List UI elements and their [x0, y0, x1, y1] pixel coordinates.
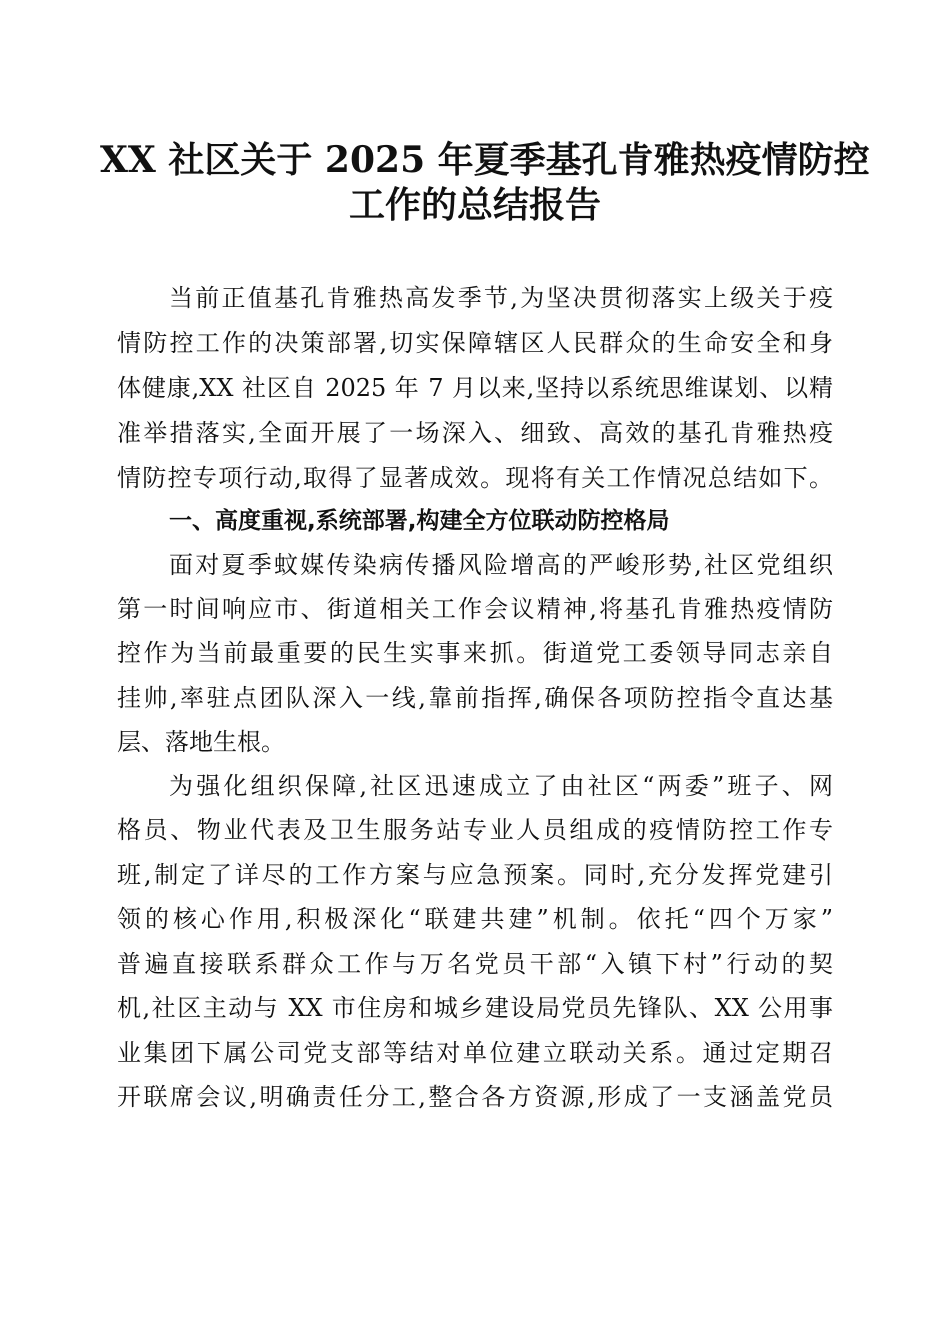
paragraph-line: 班,制定了详尽的工作方案与应急预案。同时,充分发挥党建引	[117, 861, 833, 889]
paragraph-line: 第一时间响应市、街道相关工作会议精神,将基孔肯雅热疫情防	[117, 595, 833, 623]
section-heading: 一、高度重视,系统部署,构建全方位联动防控格局	[169, 508, 670, 534]
paragraph-line: 开联席会议,明确责任分工,整合各方资源,形成了一支涵盖党员	[117, 1083, 833, 1111]
paragraph-line: 层、落地生根。	[117, 728, 285, 756]
paragraph-line: 准举措落实,全面开展了一场深入、细致、高效的基孔肯雅热疫	[117, 419, 833, 447]
paragraph-line: 为强化组织保障,社区迅速成立了由社区“两委”班子、网	[169, 772, 833, 800]
paragraph-line: 情防控工作的决策部署,切实保障辖区人民群众的生命安全和身	[117, 329, 833, 357]
paragraph-line: 体健康,XX 社区自 2025 年 7 月以来,坚持以系统思维谋划、以精	[117, 374, 833, 402]
paragraph-line: 普遍直接联系群众工作与万名党员干部“入镇下村”行动的契	[117, 950, 833, 978]
paragraph-line: 格员、物业代表及卫生服务站专业人员组成的疫情防控工作专	[117, 816, 833, 844]
paragraph-line: 当前正值基孔肯雅热高发季节,为坚决贯彻落实上级关于疫	[169, 284, 833, 312]
paragraph-line: 领的核心作用,积极深化“联建共建”机制。依托“四个万家”	[117, 905, 833, 933]
paragraph-line: 业集团下属公司党支部等结对单位建立联动关系。通过定期召	[117, 1039, 833, 1067]
paragraph-line: 控作为当前最重要的民生实事来抓。街道党工委领导同志亲自	[117, 639, 833, 667]
document-title-line-1: XX 社区关于 2025 年夏季基孔肯雅热疫情防控	[100, 139, 870, 181]
paragraph-line: 机,社区主动与 XX 市住房和城乡建设局党员先锋队、XX 公用事	[117, 994, 833, 1022]
paragraph-line: 挂帅,率驻点团队深入一线,靠前指挥,确保各项防控指令直达基	[117, 684, 833, 712]
document-title-line-2: 工作的总结报告	[348, 184, 601, 226]
paragraph-line: 面对夏季蚊媒传染病传播风险增高的严峻形势,社区党组织	[169, 551, 833, 579]
paragraph-line: 情防控专项行动,取得了显著成效。现将有关工作情况总结如下。	[117, 464, 833, 492]
